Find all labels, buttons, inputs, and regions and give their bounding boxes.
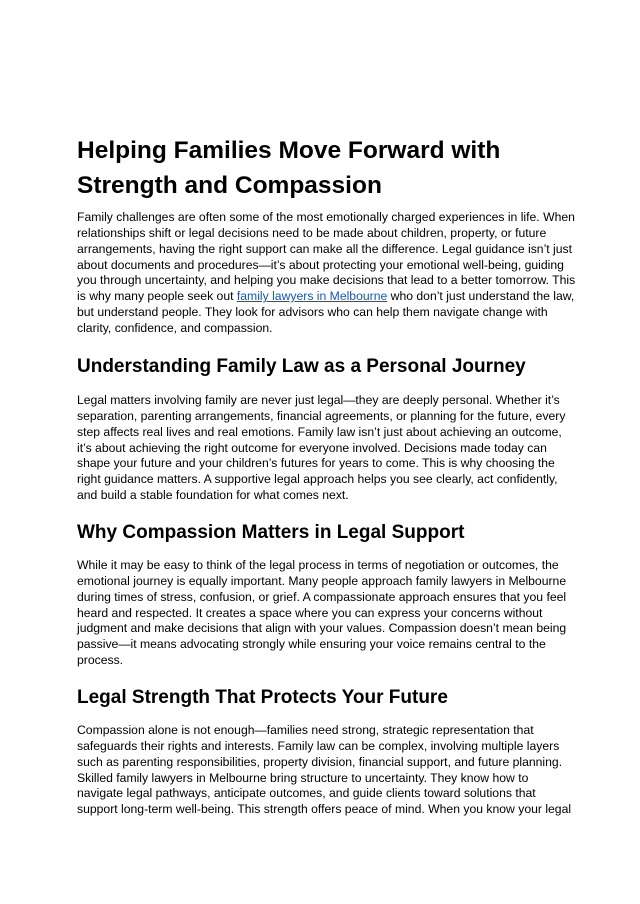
text-line: While it may be easy to think of the legal process in terms of negotiation or outcomes, the — [77, 558, 559, 572]
text-segment: who don’t just understand the law, — [387, 289, 575, 304]
section-heading: Why Compassion Matters in Legal Support — [77, 522, 465, 543]
text-line: clarity, confidence, and compassion. — [77, 320, 273, 335]
text-line: Compassion alone is not enough—families need strong, strategic representation that — [77, 723, 534, 737]
text-line: Legal matters involving family are never just legal—they are deeply personal. Whether it’s — [77, 393, 560, 407]
text-line: emotional journey is equally important. Many people approach family lawyers in Melbourne — [77, 573, 567, 588]
text-line: right guidance matters. A supportive legal approach helps you see clearly, act confidently, — [77, 472, 558, 487]
intro-paragraph — [77, 210, 575, 337]
title-line: Helping Families Move Forward with — [77, 137, 501, 164]
text-line: process. — [77, 653, 124, 668]
text-line: Skilled family lawyers in Melbourne bring structure to uncertainty. They know how to — [77, 770, 529, 785]
text-line: navigate legal pathways, anticipate outcomes, and guide clients toward solutions that — [77, 786, 536, 801]
text-line: step affects real lives and real emotions. Family law isn’t just about achieving an outcome, — [77, 424, 562, 439]
section-paragraph — [77, 393, 565, 504]
title-line: Strength and Compassion — [77, 172, 382, 199]
text-line-with-link — [77, 289, 575, 305]
text-line: separation, parenting arrangements, financial agreements, or planning for the future, every — [77, 408, 566, 423]
text-line: support long-term well-being. This strength offers peace of mind. When you know your legal — [77, 802, 572, 817]
text-line: during times of stress, confusion, or grief. A compassionate approach ensures that you feel — [77, 589, 567, 604]
section-heading: Legal Strength That Protects Your Future — [77, 687, 448, 708]
text-line: you through uncertainty, and helping you make decisions that lead to a better tomorrow. This — [77, 273, 576, 288]
section-paragraph — [77, 723, 571, 818]
text-line: about documents and procedures—it’s about protecting your emotional well-being, guiding — [77, 257, 564, 272]
text-line: passive—it means advocating strongly while ensuring your voice remains central to the — [77, 637, 546, 652]
document-title — [77, 133, 500, 203]
text-line: safeguards their rights and interests. Family law can be complex, involving multiple layers — [77, 738, 560, 753]
family-lawyers-melbourne-link[interactable]: family lawyers in Melbourne — [236, 289, 388, 304]
section-paragraph — [77, 558, 566, 669]
text-line: Family challenges are often some of the most emotionally charged experiences in life. When — [77, 210, 575, 224]
text-line: and build a stable foundation for what comes next. — [77, 488, 349, 503]
text-line: judgment and make decisions that align with your values. Compassion doesn’t mean being — [77, 621, 567, 636]
text-line: shape your future and your children’s futures for years to come. This is why choosing the — [77, 456, 555, 471]
section-heading: Understanding Family Law as a Personal Journey — [77, 356, 526, 377]
text-line: heard and respected. It creates a space where you can express your concerns without — [77, 605, 543, 620]
text-segment: is why many people seek out — [77, 289, 237, 304]
text-line: arrangements, having the right support can make all the difference. Legal guidance isn’t just — [77, 241, 573, 256]
text-line: it’s about achieving the right outcome for everyone involved. Decisions made today can — [77, 440, 547, 455]
text-line: but understand people. They look for advisors who can help them navigate change with — [77, 305, 548, 320]
text-line: relationships shift or legal decisions need to be made about children, property, or future — [77, 225, 547, 240]
text-line: such as parenting responsibilities, property division, financial support, and future planning. — [77, 754, 563, 769]
